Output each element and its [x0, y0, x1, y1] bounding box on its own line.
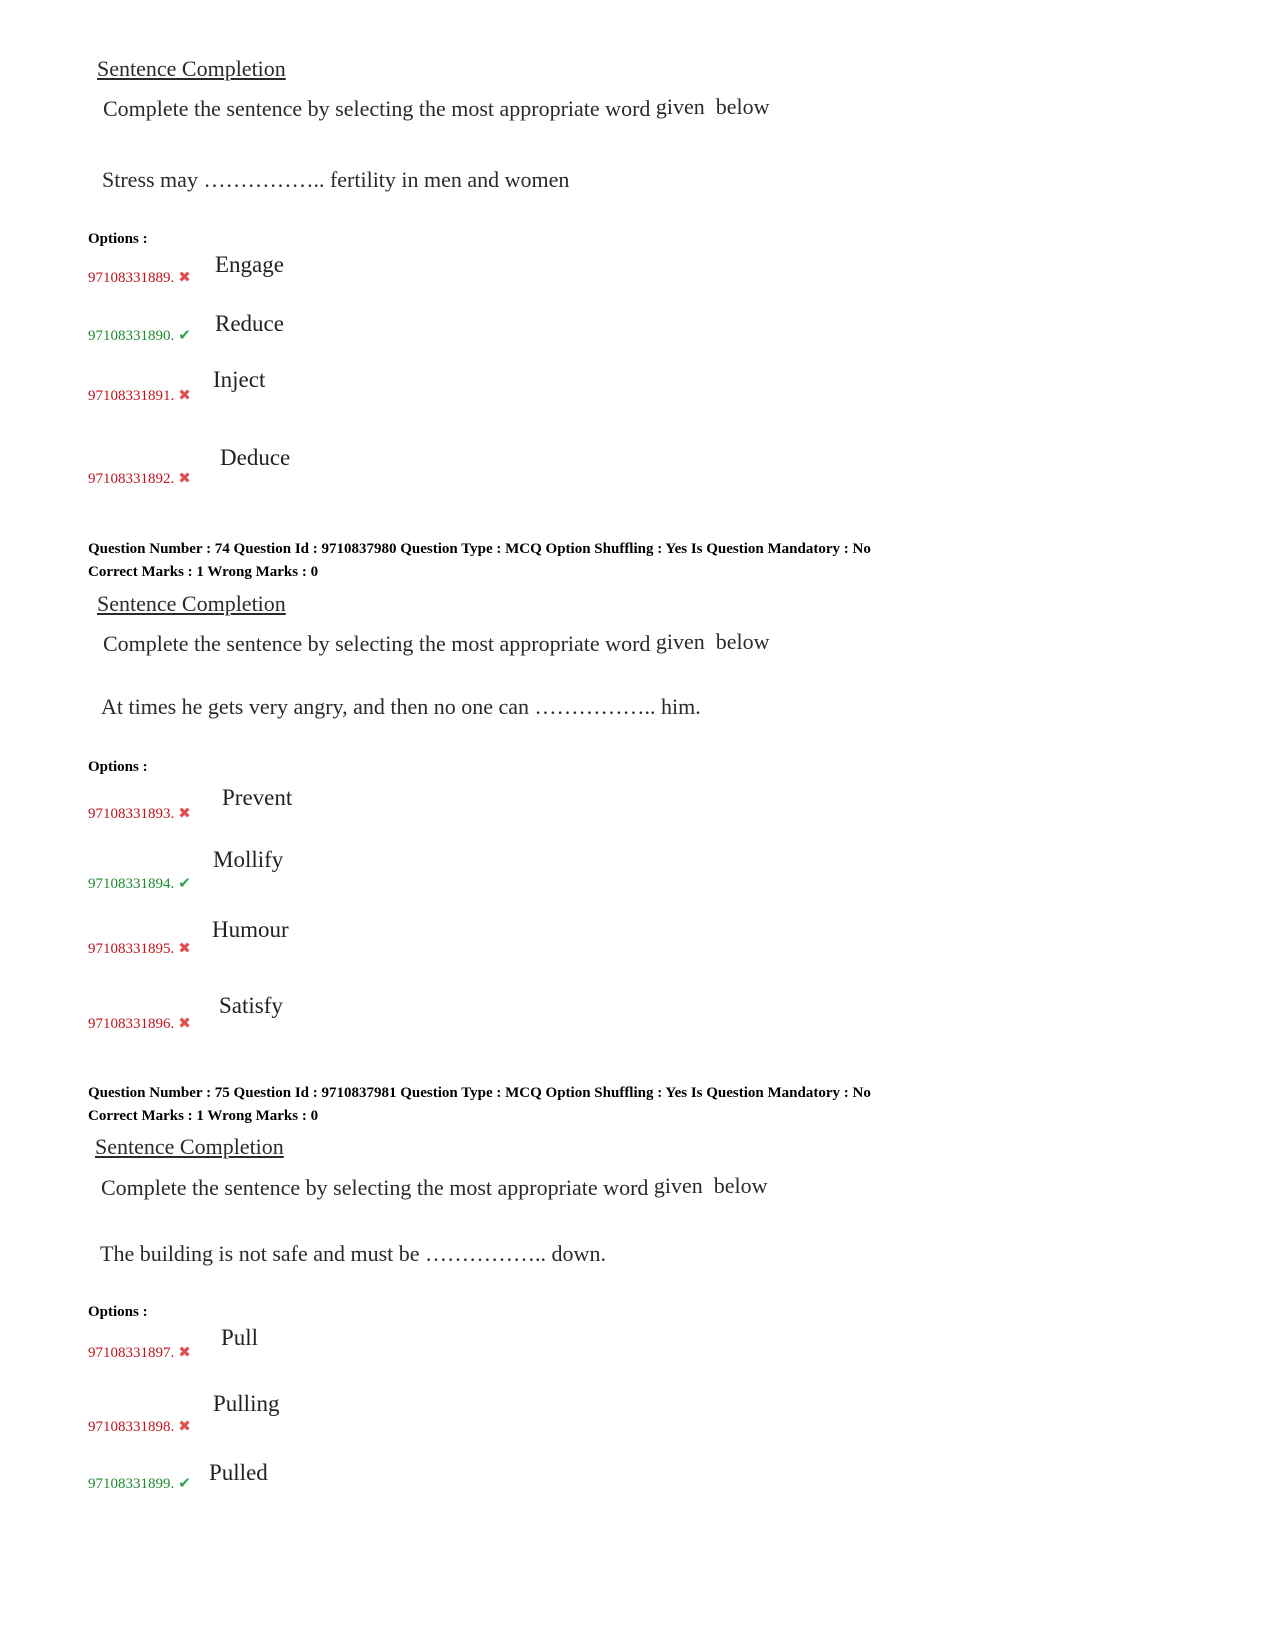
options-label: Options : — [88, 1304, 148, 1320]
option-id: 97108331894. — [88, 876, 175, 892]
option-id: 97108331889. — [88, 270, 175, 286]
option-row[interactable] — [88, 1343, 191, 1362]
option-word[interactable]: Pulled — [209, 1460, 268, 1485]
check-icon: ✔ — [178, 876, 191, 892]
cross-icon: ✖ — [178, 1345, 191, 1361]
option-id: 97108331892. — [88, 471, 175, 487]
question-sentence: Stress may …………….. fertility in men and women — [102, 167, 570, 192]
options-label: Options : — [88, 759, 148, 775]
option-row[interactable] — [88, 1474, 191, 1493]
cross-icon: ✖ — [178, 270, 191, 286]
option-row[interactable] — [88, 1417, 191, 1436]
option-id: 97108331897. — [88, 1345, 175, 1361]
cross-icon: ✖ — [178, 471, 191, 487]
option-id: 97108331893. — [88, 806, 175, 822]
cross-icon: ✖ — [178, 1419, 191, 1435]
instruction-text — [101, 1175, 768, 1201]
option-id: 97108331896. — [88, 1016, 175, 1032]
option-row[interactable] — [88, 874, 191, 893]
cross-icon: ✖ — [178, 388, 191, 404]
options-label: Options : — [88, 231, 148, 247]
check-icon: ✔ — [178, 328, 191, 344]
option-word[interactable]: Satisfy — [219, 993, 283, 1018]
instruction-tail: given below — [655, 629, 770, 654]
instruction-main: Complete the sentence by selecting the most appropriate word — [101, 1175, 649, 1200]
option-row[interactable] — [88, 268, 191, 287]
option-word[interactable]: Prevent — [222, 785, 293, 810]
cross-icon: ✖ — [178, 941, 191, 957]
instruction-main: Complete the sentence by selecting the most appropriate word — [103, 631, 651, 656]
option-word[interactable]: Humour — [212, 917, 289, 942]
option-id: 97108331890. — [88, 328, 175, 344]
instruction-tail: given below — [655, 94, 770, 119]
option-word[interactable]: Reduce — [215, 311, 284, 336]
question-meta-line1: Question Number : 74 Question Id : 9710837980 Question Type : MCQ Option Shuffling : Yes Is Question Mandatory : No — [88, 541, 871, 557]
option-id: 97108331899. — [88, 1476, 175, 1492]
question-meta-line2: Correct Marks : 1 Wrong Marks : 0 — [88, 1108, 319, 1124]
section-heading: Sentence Completion — [97, 56, 286, 81]
question-meta-line1: Question Number : 75 Question Id : 9710837981 Question Type : MCQ Option Shuffling : Yes Is Question Mandatory : No — [88, 1085, 871, 1101]
instruction-main: Complete the sentence by selecting the most appropriate word — [103, 96, 651, 121]
option-word[interactable]: Engage — [215, 252, 284, 277]
option-row[interactable] — [88, 939, 191, 958]
option-word[interactable]: Inject — [213, 367, 266, 392]
option-row[interactable] — [88, 386, 191, 405]
option-id: 97108331891. — [88, 388, 175, 404]
option-id: 97108331898. — [88, 1419, 175, 1435]
section-heading: Sentence Completion — [95, 1134, 284, 1159]
option-id: 97108331895. — [88, 941, 175, 957]
question-sentence: At times he gets very angry, and then no one can …………….. him. — [101, 694, 701, 719]
cross-icon: ✖ — [178, 806, 191, 822]
option-word[interactable]: Pull — [221, 1325, 259, 1350]
option-row[interactable] — [88, 804, 191, 823]
question-meta-line2: Correct Marks : 1 Wrong Marks : 0 — [88, 564, 319, 580]
option-word[interactable]: Deduce — [220, 445, 291, 470]
question-sentence: The building is not safe and must be …………….. down. — [100, 1241, 606, 1266]
instruction-tail: given below — [653, 1173, 768, 1198]
option-row[interactable] — [88, 326, 191, 345]
option-row[interactable] — [88, 1014, 191, 1033]
option-word[interactable]: Pulling — [213, 1391, 280, 1416]
instruction-text — [103, 96, 770, 122]
instruction-text — [103, 631, 770, 657]
check-icon: ✔ — [178, 1476, 191, 1492]
option-row[interactable] — [88, 469, 191, 488]
option-word[interactable]: Mollify — [213, 847, 284, 872]
section-heading: Sentence Completion — [97, 591, 286, 616]
cross-icon: ✖ — [178, 1016, 191, 1032]
